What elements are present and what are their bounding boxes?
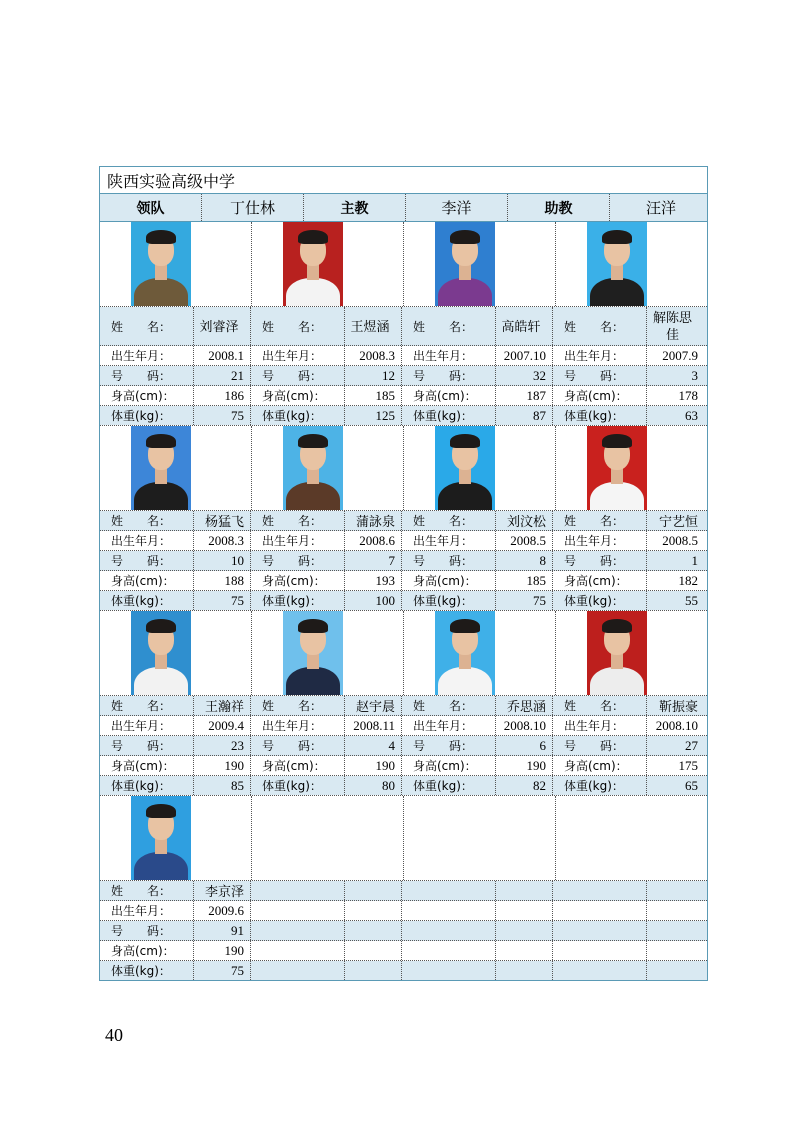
field-label-weight [553,961,647,980]
field-label-name: 姓 名： [553,307,647,345]
player-number: 10 [194,551,251,570]
row-name [100,511,707,531]
player-name [647,881,704,900]
row-birth [100,346,707,366]
school-title: 陕西实验高级中学 [100,167,707,194]
player-number: 21 [194,366,251,385]
field-label-number: 号 码： [402,551,496,570]
player-number: 4 [345,736,402,755]
field-label-number: 号 码： [402,366,496,385]
player-number: 27 [685,737,698,753]
field-label-number: 号 码： [100,551,194,570]
row-weight [100,406,707,425]
player-number: 32 [496,366,553,385]
player-height: 185 [345,386,402,405]
field-label-height: 身高(cm)： [402,571,496,590]
field-label-weight: 体重(kg)： [402,406,496,425]
player-weight: 80 [345,776,402,795]
player-name: 宁艺恒 [658,514,698,529]
photo-cell [252,611,404,695]
player-birth: 2008.5 [662,532,698,548]
field-label-height [402,941,496,960]
field-label-weight: 体重(kg)： [251,406,345,425]
player-photo [435,426,495,510]
field-label-weight [402,961,496,980]
player-photo [587,426,647,510]
player-height [345,941,402,960]
player-photo [283,222,343,306]
staff-row [100,194,707,222]
player-photo [435,611,495,695]
photo-cell [556,222,707,306]
player-number: 3 [691,367,698,383]
player-weight: 75 [194,591,251,610]
player-birth [496,901,553,920]
player-birth: 2007.10 [496,346,553,365]
row-name [100,307,707,346]
field-label-height: 身高(cm)： [553,571,647,590]
field-label-name: 姓 名： [100,307,194,345]
player-group [100,222,707,426]
player-photo [283,611,343,695]
player-number: 23 [194,736,251,755]
field-label-name [553,881,647,900]
player-weight: 75 [194,406,251,425]
player-photo [131,611,191,695]
field-label-number: 号 码： [100,921,194,940]
player-name: 刘睿泽 [194,307,251,345]
player-weight [496,961,553,980]
row-number [100,921,707,941]
field-label-name: 姓 名： [251,307,345,345]
field-label-height: 身高(cm)： [251,571,345,590]
player-name: 王瀚祥 [194,696,251,715]
photo-cell [252,222,404,306]
player-birth: 2008.10 [655,717,698,733]
player-number: 8 [496,551,553,570]
field-label-weight [251,961,345,980]
staff-name-head-coach: 李洋 [406,194,508,221]
field-label-weight: 体重(kg)： [402,776,496,795]
field-label-birth: 出生年月： [100,901,194,920]
field-label-height [251,941,345,960]
field-label-number [251,921,345,940]
field-label-number [402,921,496,940]
field-label-height: 身高(cm)： [100,571,194,590]
photo-cell [404,426,556,510]
field-label-height: 身高(cm)： [100,386,194,405]
player-group [100,796,707,980]
player-height: 185 [496,571,553,590]
player-number: 7 [345,551,402,570]
field-label-weight: 体重(kg)： [553,776,647,795]
field-label-birth: 出生年月： [251,531,345,550]
player-height: 190 [496,756,553,775]
field-label-number: 号 码： [100,366,194,385]
player-name: 李京泽 [194,881,251,900]
photo-cell [556,611,707,695]
player-birth: 2008.3 [345,346,402,365]
player-photo [587,611,647,695]
player-photo [131,222,191,306]
field-label-birth: 出生年月： [100,716,194,735]
field-label-number: 号 码： [100,736,194,755]
field-label-birth: 出生年月： [251,716,345,735]
player-height: 178 [678,387,698,403]
field-label-name: 姓 名： [402,511,496,530]
player-weight: 125 [345,406,402,425]
staff-name-leader: 丁仕林 [202,194,304,221]
field-label-birth: 出生年月： [251,346,345,365]
field-label-birth: 出生年月： [100,531,194,550]
player-birth: 2008.3 [194,531,251,550]
field-label-number: 号 码： [402,736,496,755]
field-label-name: 姓 名： [402,307,496,345]
field-label-birth: 出生年月： [553,346,647,365]
field-label-weight: 体重(kg)： [553,406,647,425]
player-name: 乔思涵 [496,696,553,715]
player-name: 王煜涵 [345,307,402,345]
field-label-name: 姓 名： [251,696,345,715]
player-photo [131,796,191,880]
player-birth: 2008.6 [345,531,402,550]
player-height: 190 [345,756,402,775]
field-label-height: 身高(cm)： [251,756,345,775]
field-label-number: 号 码： [553,551,647,570]
photo-cell [556,426,707,510]
roster-table [99,166,708,981]
player-birth: 2009.4 [194,716,251,735]
player-name [345,881,402,900]
player-number: 91 [194,921,251,940]
row-weight [100,776,707,795]
field-label-number: 号 码： [251,736,345,755]
player-group [100,611,707,796]
row-birth [100,531,707,551]
staff-name-assistant: 汪洋 [645,201,676,217]
row-birth [100,901,707,921]
photo-row [100,611,707,696]
field-label-name: 姓 名： [553,511,647,530]
field-label-height: 身高(cm)： [100,941,194,960]
field-label-name: 姓 名： [100,696,194,715]
photo-cell [404,222,556,306]
player-photo [131,426,191,510]
player-photo [283,426,343,510]
field-label-name: 姓 名： [100,881,194,900]
field-label-weight: 体重(kg)： [100,591,194,610]
field-label-height: 身高(cm)： [402,756,496,775]
field-label-name: 姓 名： [100,511,194,530]
photo-cell [252,796,404,880]
staff-role-head-coach: 主教 [304,194,406,221]
field-label-height: 身高(cm)： [553,386,647,405]
photo-cell [100,222,252,306]
staff-role-leader: 领队 [100,194,202,221]
player-number: 12 [345,366,402,385]
player-name: 解陈思佳 [652,310,692,342]
field-label-number [553,921,647,940]
player-photo [435,222,495,306]
field-label-number: 号 码： [251,551,345,570]
player-name: 靳振豪 [658,699,698,714]
player-height: 175 [678,757,698,773]
player-birth: 2007.9 [662,347,698,363]
player-birth: 2008.10 [496,716,553,735]
player-number [345,921,402,940]
field-label-height: 身高(cm)： [553,756,647,775]
field-label-number: 号 码： [553,366,647,385]
field-label-weight: 体重(kg)： [100,961,194,980]
row-height [100,941,707,961]
row-birth [100,716,707,736]
row-height [100,756,707,776]
row-number [100,366,707,386]
player-name: 赵宇晨 [345,696,402,715]
player-height: 193 [345,571,402,590]
player-weight: 63 [685,407,698,423]
player-weight [647,961,704,980]
row-height [100,571,707,591]
photo-cell [100,426,252,510]
player-weight: 85 [194,776,251,795]
field-label-height: 身高(cm)： [402,386,496,405]
field-label-birth: 出生年月： [553,531,647,550]
field-label-name [251,881,345,900]
player-name: 杨猛飞 [194,511,251,530]
row-number [100,736,707,756]
player-number [647,921,704,940]
player-number: 6 [496,736,553,755]
player-weight: 65 [685,777,698,793]
player-birth: 2009.6 [194,901,251,920]
field-label-birth: 出生年月： [402,716,496,735]
field-label-height [553,941,647,960]
player-weight: 87 [496,406,553,425]
field-label-weight: 体重(kg)： [251,776,345,795]
row-weight [100,591,707,610]
player-height: 190 [194,941,251,960]
photo-row [100,426,707,511]
photo-cell [100,611,252,695]
player-number: 1 [691,552,698,568]
field-label-birth [553,901,647,920]
field-label-birth: 出生年月： [402,531,496,550]
row-height [100,386,707,406]
player-weight: 55 [685,592,698,608]
row-weight [100,961,707,980]
player-birth: 2008.1 [194,346,251,365]
player-number [496,921,553,940]
field-label-birth [402,901,496,920]
player-birth: 2008.11 [345,716,402,735]
field-label-name: 姓 名： [553,696,647,715]
field-label-name [402,881,496,900]
field-label-name: 姓 名： [251,511,345,530]
player-birth: 2008.5 [496,531,553,550]
player-weight: 82 [496,776,553,795]
player-height: 187 [496,386,553,405]
player-name [496,881,553,900]
player-weight: 100 [345,591,402,610]
field-label-height: 身高(cm)： [251,386,345,405]
player-name: 刘汶松 [496,511,553,530]
field-label-weight: 体重(kg)： [251,591,345,610]
field-label-height: 身高(cm)： [100,756,194,775]
field-label-number: 号 码： [251,366,345,385]
player-weight: 75 [194,961,251,980]
page-number: 40 [105,1025,123,1045]
photo-row [100,796,707,881]
player-photo [587,222,647,306]
photo-row [100,222,707,307]
field-label-weight: 体重(kg)： [100,406,194,425]
player-height: 188 [194,571,251,590]
player-group [100,426,707,611]
row-name [100,881,707,901]
photo-cell [404,611,556,695]
field-label-number: 号 码： [553,736,647,755]
photo-cell [100,796,252,880]
photo-cell [556,796,707,880]
row-name [100,696,707,716]
field-label-birth: 出生年月： [402,346,496,365]
row-number [100,551,707,571]
player-height: 186 [194,386,251,405]
staff-role-assistant: 助教 [508,194,610,221]
player-weight: 75 [496,591,553,610]
photo-cell [404,796,556,880]
field-label-name: 姓 名： [402,696,496,715]
field-label-weight: 体重(kg)： [402,591,496,610]
player-name: 高皓轩 [496,307,553,345]
field-label-weight: 体重(kg)： [553,591,647,610]
player-weight [345,961,402,980]
player-birth [647,901,704,920]
player-name: 蒲詠泉 [345,511,402,530]
field-label-birth: 出生年月： [553,716,647,735]
field-label-birth: 出生年月： [100,346,194,365]
player-height: 190 [194,756,251,775]
field-label-birth [251,901,345,920]
field-label-weight: 体重(kg)： [100,776,194,795]
player-height: 182 [678,572,698,588]
player-height [496,941,553,960]
photo-cell [252,426,404,510]
player-birth [345,901,402,920]
player-height [647,941,704,960]
